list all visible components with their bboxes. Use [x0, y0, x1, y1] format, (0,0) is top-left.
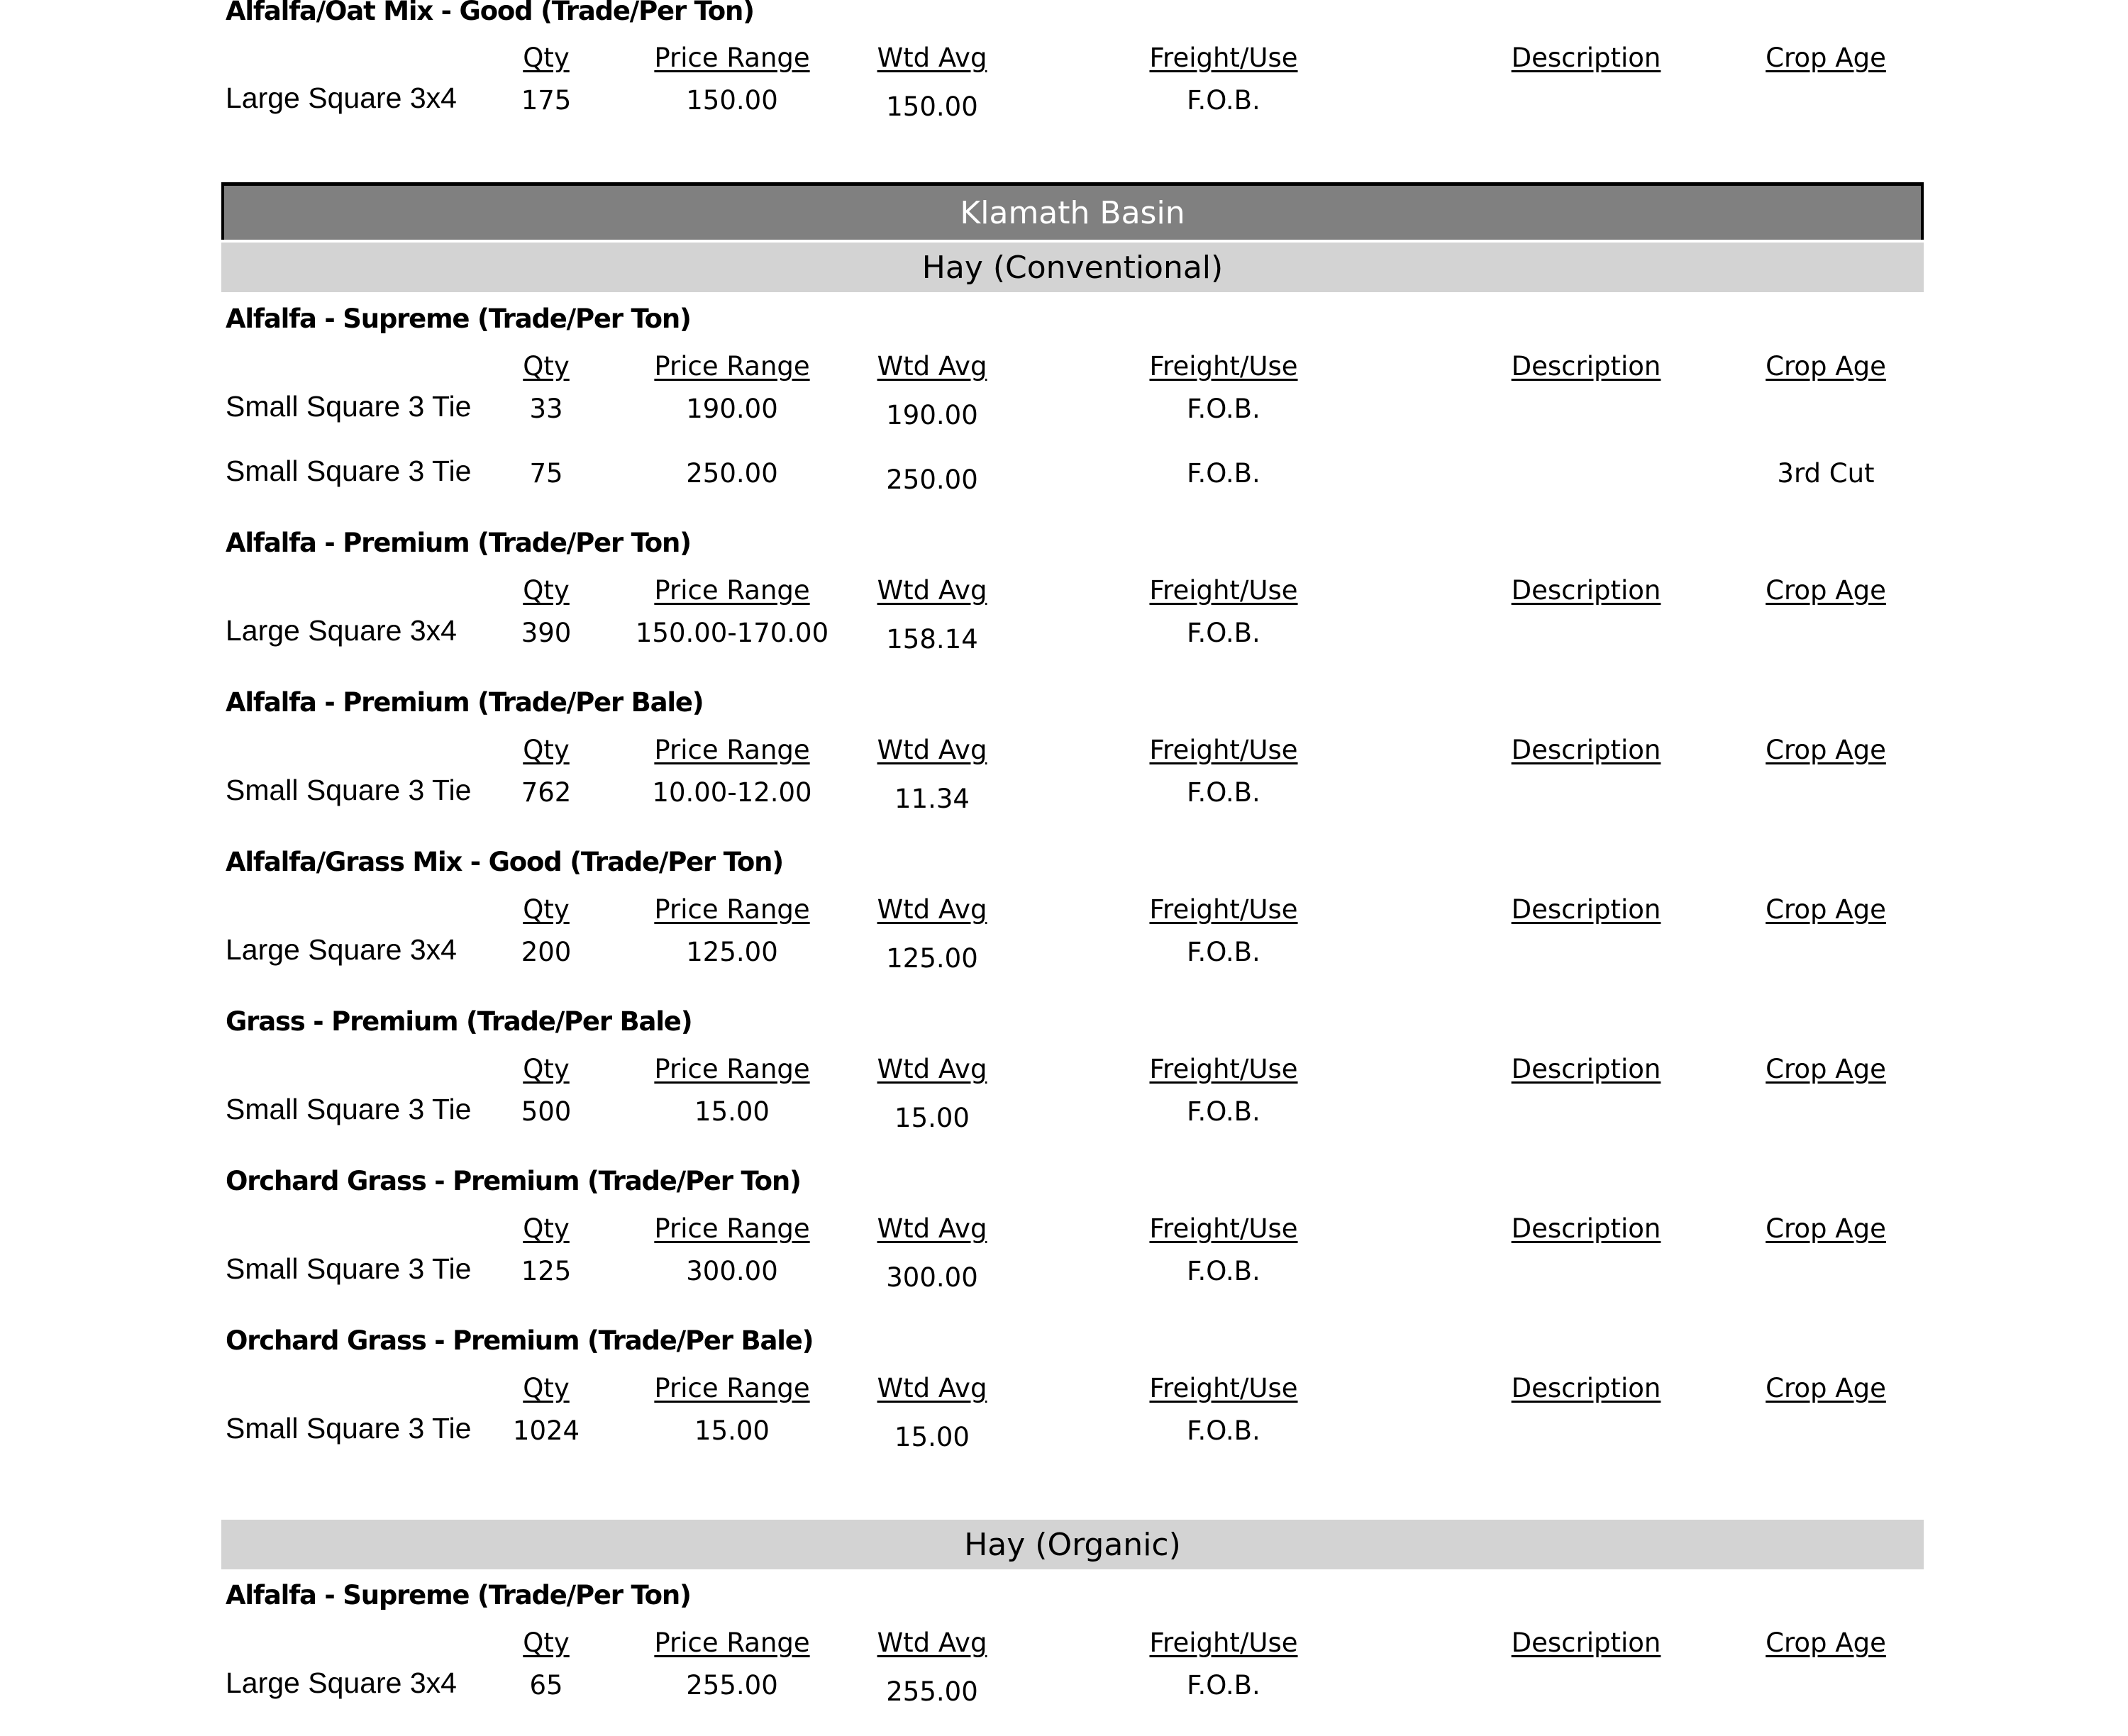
header-wtd-avg: Wtd Avg [877, 351, 987, 382]
header-qty: Qty [523, 1628, 570, 1658]
header-freight-use: Freight/Use [1149, 1373, 1298, 1403]
header-freight-use: Freight/Use [1149, 1054, 1298, 1084]
cell-price-range: 190.00 [686, 394, 778, 424]
header-wtd-avg: Wtd Avg [877, 1054, 987, 1084]
cell-qty: 75 [529, 458, 563, 489]
header-qty: Qty [523, 894, 570, 925]
cell-price-range: 300.00 [686, 1256, 778, 1286]
cell-freight-use: F.O.B. [1187, 85, 1260, 116]
header-qty: Qty [523, 43, 570, 73]
cell-freight-use: F.O.B. [1187, 394, 1260, 424]
region-title: Klamath Basin [960, 194, 1185, 231]
cell-price-range: 250.00 [686, 458, 778, 489]
cell-wtd-avg: 300.00 [886, 1262, 978, 1293]
row-label: Small Square 3 Tie [226, 774, 472, 806]
section-title-grass-premium: Grass - Premium (Trade/Per Bale) [226, 1006, 692, 1037]
cell-qty: 1024 [512, 1415, 580, 1446]
cell-freight-use: F.O.B. [1187, 1670, 1260, 1701]
cell-price-range: 150.00-170.00 [635, 618, 829, 648]
cell-qty: 65 [529, 1670, 563, 1701]
header-crop-age: Crop Age [1766, 351, 1886, 382]
cell-price-range: 255.00 [686, 1670, 778, 1701]
header-freight-use: Freight/Use [1149, 894, 1298, 925]
cell-qty: 500 [521, 1096, 572, 1127]
cell-wtd-avg: 15.00 [894, 1422, 970, 1452]
header-description: Description [1511, 351, 1661, 382]
header-qty: Qty [523, 1373, 570, 1403]
header-crop-age: Crop Age [1766, 735, 1886, 765]
header-description: Description [1511, 894, 1661, 925]
cell-freight-use: F.O.B. [1187, 618, 1260, 648]
cell-wtd-avg: 158.14 [886, 624, 978, 655]
header-description: Description [1511, 43, 1661, 73]
header-wtd-avg: Wtd Avg [877, 43, 987, 73]
cell-freight-use: F.O.B. [1187, 458, 1260, 489]
header-price-range: Price Range [654, 1373, 810, 1403]
cell-qty: 125 [521, 1256, 572, 1286]
header-qty: Qty [523, 1054, 570, 1084]
header-wtd-avg: Wtd Avg [877, 735, 987, 765]
header-wtd-avg: Wtd Avg [877, 894, 987, 925]
header-crop-age: Crop Age [1766, 575, 1886, 606]
cell-freight-use: F.O.B. [1187, 1256, 1260, 1286]
header-qty: Qty [523, 351, 570, 382]
header-price-range: Price Range [654, 894, 810, 925]
cell-freight-use: F.O.B. [1187, 937, 1260, 967]
cell-wtd-avg: 125.00 [886, 943, 978, 974]
header-description: Description [1511, 1628, 1661, 1658]
section-title-alfalfa-supreme: Alfalfa - Supreme (Trade/Per Ton) [226, 304, 691, 334]
cell-price-range: 15.00 [694, 1096, 770, 1127]
row-label: Large Square 3x4 [226, 82, 457, 114]
section-title-alfalfa-premium-per-bale: Alfalfa - Premium (Trade/Per Bale) [226, 687, 704, 718]
cell-wtd-avg: 250.00 [886, 464, 978, 495]
section-title-alfalfa-premium-per-ton: Alfalfa - Premium (Trade/Per Ton) [226, 528, 691, 558]
cell-crop-age: 3rd Cut [1777, 458, 1875, 489]
region-band-klamath-basin [221, 182, 1924, 240]
header-wtd-avg: Wtd Avg [877, 1628, 987, 1658]
category-title: Hay (Organic) [964, 1526, 1181, 1563]
cell-price-range: 15.00 [694, 1415, 770, 1446]
header-description: Description [1511, 1213, 1661, 1244]
header-price-range: Price Range [654, 1213, 810, 1244]
cell-qty: 390 [521, 618, 572, 648]
section-title-alfalfa-grass-mix-good: Alfalfa/Grass Mix - Good (Trade/Per Ton) [226, 847, 783, 877]
cell-qty: 175 [521, 85, 572, 116]
header-wtd-avg: Wtd Avg [877, 1213, 987, 1244]
cell-wtd-avg: 15.00 [894, 1103, 970, 1133]
cell-wtd-avg: 11.34 [894, 784, 970, 814]
header-description: Description [1511, 575, 1661, 606]
header-freight-use: Freight/Use [1149, 735, 1298, 765]
row-label: Large Square 3x4 [226, 614, 457, 647]
header-crop-age: Crop Age [1766, 43, 1886, 73]
header-qty: Qty [523, 735, 570, 765]
header-crop-age: Crop Age [1766, 1373, 1886, 1403]
row-label: Small Square 3 Tie [226, 1093, 472, 1125]
section-title-orchard-grass-premium-per-bale: Orchard Grass - Premium (Trade/Per Bale) [226, 1325, 814, 1356]
header-price-range: Price Range [654, 575, 810, 606]
header-freight-use: Freight/Use [1149, 1213, 1298, 1244]
header-freight-use: Freight/Use [1149, 1628, 1298, 1658]
header-crop-age: Crop Age [1766, 1054, 1886, 1084]
row-label: Large Square 3x4 [226, 933, 457, 966]
cell-wtd-avg: 150.00 [886, 91, 978, 122]
row-label: Small Square 3 Tie [226, 390, 472, 423]
category-band-hay-conventional [221, 243, 1924, 292]
header-price-range: Price Range [654, 1628, 810, 1658]
row-label: Small Square 3 Tie [226, 1412, 472, 1445]
row-label: Large Square 3x4 [226, 1667, 457, 1699]
cell-qty: 200 [521, 937, 572, 967]
cell-freight-use: F.O.B. [1187, 1096, 1260, 1127]
cell-wtd-avg: 255.00 [886, 1676, 978, 1707]
category-band-hay-organic [221, 1520, 1924, 1569]
cell-qty: 33 [529, 394, 563, 424]
header-freight-use: Freight/Use [1149, 43, 1298, 73]
header-price-range: Price Range [654, 1054, 810, 1084]
header-qty: Qty [523, 575, 570, 606]
header-description: Description [1511, 1054, 1661, 1084]
section-title-alfalfa-oat-mix-good: Alfalfa/Oat Mix - Good (Trade/Per Ton) [226, 0, 754, 26]
header-wtd-avg: Wtd Avg [877, 575, 987, 606]
cell-freight-use: F.O.B. [1187, 1415, 1260, 1446]
header-price-range: Price Range [654, 735, 810, 765]
header-crop-age: Crop Age [1766, 1213, 1886, 1244]
category-title: Hay (Conventional) [921, 249, 1224, 286]
header-description: Description [1511, 735, 1661, 765]
header-price-range: Price Range [654, 351, 810, 382]
section-title-organic-alfalfa-supreme: Alfalfa - Supreme (Trade/Per Ton) [226, 1580, 691, 1610]
header-freight-use: Freight/Use [1149, 351, 1298, 382]
cell-price-range: 10.00-12.00 [652, 777, 812, 808]
header-crop-age: Crop Age [1766, 894, 1886, 925]
header-qty: Qty [523, 1213, 570, 1244]
cell-price-range: 150.00 [686, 85, 778, 116]
header-crop-age: Crop Age [1766, 1628, 1886, 1658]
row-label: Small Square 3 Tie [226, 1252, 472, 1285]
section-title-orchard-grass-premium-per-ton: Orchard Grass - Premium (Trade/Per Ton) [226, 1166, 801, 1196]
row-label: Small Square 3 Tie [226, 455, 472, 487]
header-freight-use: Freight/Use [1149, 575, 1298, 606]
header-price-range: Price Range [654, 43, 810, 73]
cell-price-range: 125.00 [686, 937, 778, 967]
cell-wtd-avg: 190.00 [886, 400, 978, 430]
header-description: Description [1511, 1373, 1661, 1403]
cell-freight-use: F.O.B. [1187, 777, 1260, 808]
cell-qty: 762 [521, 777, 572, 808]
header-wtd-avg: Wtd Avg [877, 1373, 987, 1403]
